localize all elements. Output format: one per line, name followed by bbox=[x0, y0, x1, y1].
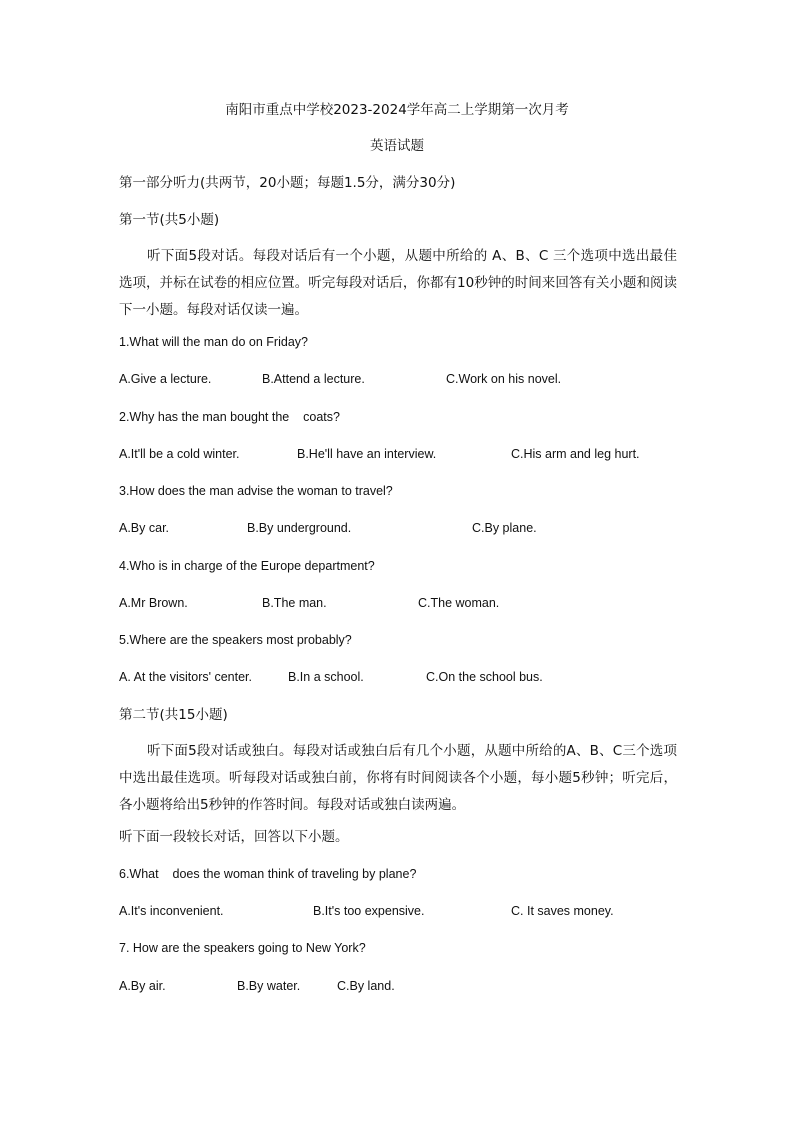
q1-option-a: A.Give a lecture. bbox=[119, 372, 212, 386]
section2-note: 听下面一段较长对话，回答以下小题。 bbox=[119, 829, 349, 845]
question-1: 1.What will the man do on Friday? bbox=[119, 335, 308, 349]
q7-option-b: B.By water. bbox=[237, 979, 301, 993]
question-7: 7. How are the speakers going to New York? bbox=[119, 941, 366, 955]
question-2: 2.Why has the man bought the coats? bbox=[119, 410, 340, 424]
q4-option-c: C.The woman. bbox=[418, 596, 500, 610]
q2-option-a: A.It'll be a cold winter. bbox=[119, 447, 240, 461]
section1-instructions: 听下面5段对话。每段对话后有一个小题，从题中所给的 A、B、C 三个选项中选出最佳选项，并标在试卷的相应位置。听完每段对话后，你都有10秒钟的时间来回答有关小题和阅读下一小题。每段对话仅读一遍。 bbox=[119, 248, 677, 318]
part1-heading: 第一部分听力(共两节，20小题；每题1.5分，满分30分) bbox=[119, 175, 456, 191]
q3-option-b: B.By underground. bbox=[247, 521, 352, 535]
section2-instructions: 听下面5段对话或独白。每段对话或独白后有几个小题，从题中所给的A、B、C三个选项中选出最佳选项。听每段对话或独白前，你将有时间阅读各个小题，每小题5秒钟；听完后，各小题将给出5秒钟的作答时间。每段对话或独白读两遍。 bbox=[119, 743, 677, 813]
question-6: 6.What does the woman think of traveling by plane? bbox=[119, 867, 417, 881]
exam-title: 南阳市重点中学校2023-2024学年高二上学期第一次月考 bbox=[225, 102, 569, 118]
q2-option-c: C.His arm and leg hurt. bbox=[511, 447, 640, 461]
exam-subtitle: 英语试题 bbox=[370, 138, 424, 154]
question-3: 3.How does the man advise the woman to travel? bbox=[119, 484, 393, 498]
q2-option-b: B.He'll have an interview. bbox=[297, 447, 437, 461]
q1-option-c: C.Work on his novel. bbox=[446, 372, 562, 386]
q4-option-b: B.The man. bbox=[262, 596, 327, 610]
q5-option-a: A. At the visitors' center. bbox=[119, 670, 253, 684]
q3-option-a: A.By car. bbox=[119, 521, 170, 535]
q7-option-a: A.By air. bbox=[119, 979, 166, 993]
q3-option-c: C.By plane. bbox=[472, 521, 537, 535]
q5-option-b: B.In a school. bbox=[288, 670, 364, 684]
q6-option-a: A.It's inconvenient. bbox=[119, 904, 224, 918]
q5-option-c: C.On the school bus. bbox=[426, 670, 543, 684]
section2-heading: 第二节(共15小题) bbox=[119, 707, 228, 723]
question-4: 4.Who is in charge of the Europe department? bbox=[119, 559, 375, 573]
q6-option-c: C. It saves money. bbox=[511, 904, 614, 918]
q1-option-b: B.Attend a lecture. bbox=[262, 372, 365, 386]
q7-option-c: C.By land. bbox=[337, 979, 395, 993]
section1-heading: 第一节(共5小题) bbox=[119, 212, 220, 228]
q4-option-a: A.Mr Brown. bbox=[119, 596, 188, 610]
q6-option-b: B.It's too expensive. bbox=[313, 904, 425, 918]
question-5: 5.Where are the speakers most probably? bbox=[119, 633, 352, 647]
